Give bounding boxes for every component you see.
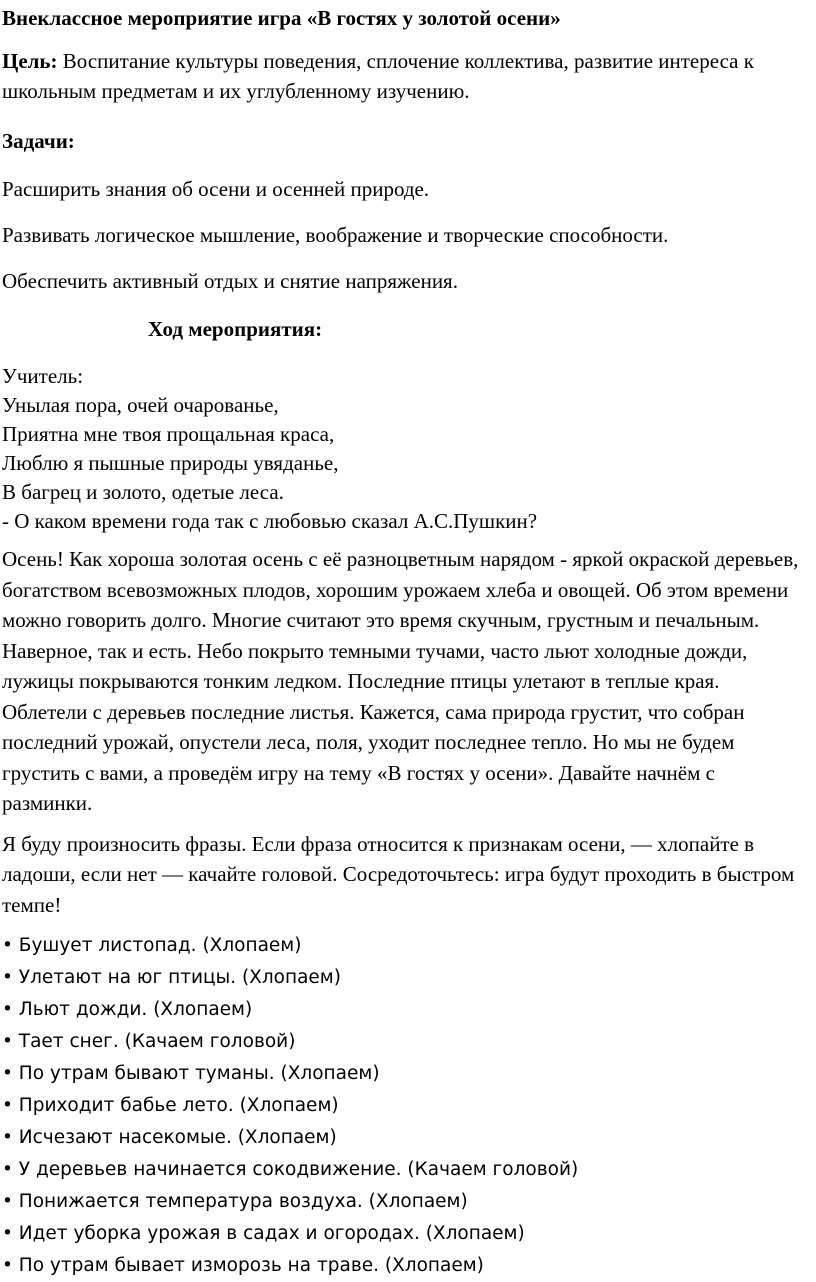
section-heading: Ход мероприятия: [148,317,323,341]
list-item: • Улетают на юг птицы. (Хлопаем) [2,967,341,988]
list-item: • По утрам бывают туманы. (Хлопаем) [2,1063,380,1084]
task-item: Развивать логическое мышление, воображение и творческие способности. [2,223,669,247]
body-paragraph: Осень! Как хороша золотая осень с её разноцветным нарядом - яркой окраской деревьев, богатством всевозможных плодов, хорошим урожаем хлеба и овощей. Об этом времени можно говорить долго. Многие считают это время скучным, грустным и печальным. Наверное, так и есть. Небо покрыто темными тучами, часто льют холодные дожди, лужицы покрываются тонким ледком. Последние птицы улетают в теплые края. Облетели с деревьев последние листья. Кажется, сама природа грустит, что собран последний урожай, опустели леса, поля, уходит последнее тепло. Но мы не будем грустить с вами, а проведём игру на тему «В гостях у осени». Давайте начнём с разминки. [2,547,799,815]
goal-text: Воспитание культуры поведения, сплочение коллектива, развитие интереса к школьным предметам и их углубленному изучению. [2,49,754,103]
body-paragraph: Я буду произносить фразы. Если фраза относится к признакам осени, — хлопайте в ладоши, если нет — качайте головой. Сосредоточьтесь: игра будут проходить в быстром темпе! [2,831,795,917]
poem-speaker: Учитель: [2,364,84,388]
poem-line: Приятна мне твоя прощальная краса, [2,422,335,446]
document-title: Внеклассное мероприятие игра «В гостях у золотой осени» [2,6,561,30]
goal-label: Цель: [2,49,58,73]
list-item: • Приходит бабье лето. (Хлопаем) [2,1095,339,1116]
list-item: • По утрам бывает изморозь на траве. (Хлопаем) [2,1255,484,1276]
poem-line: В багрец и золото, одетые леса. [2,480,284,504]
tasks-heading: Задачи: [2,129,75,153]
bullet-list [2,930,810,1282]
list-item: • Тает снег. (Качаем головой) [2,1031,296,1052]
task-item: Обеспечить активный отдых и снятие напряжения. [2,269,458,293]
list-item: • Понижается температура воздуха. (Хлопаем) [2,1191,468,1212]
list-item: • Идет уборка урожая в садах и огородах. (Хлопаем) [2,1223,525,1244]
poem-block [2,362,810,536]
list-item: • У деревьев начинается сокодвижение. (Качаем головой) [2,1159,579,1180]
task-item: Расширить знания об осени и осенней природе. [2,177,430,201]
poem-line: Люблю я пышные природы увяданье, [2,451,339,475]
poem-line: Унылая пора, очей очарованье, [2,393,279,417]
poem-question: - О каком времени года так с любовью сказал А.С.Пушкин? [2,509,538,533]
list-item: • Исчезают насекомые. (Хлопаем) [2,1127,337,1148]
list-item: • Льют дожди. (Хлопаем) [2,999,253,1020]
list-item: • Бушует листопад. (Хлопаем) [2,935,302,956]
goal-paragraph [2,46,810,106]
